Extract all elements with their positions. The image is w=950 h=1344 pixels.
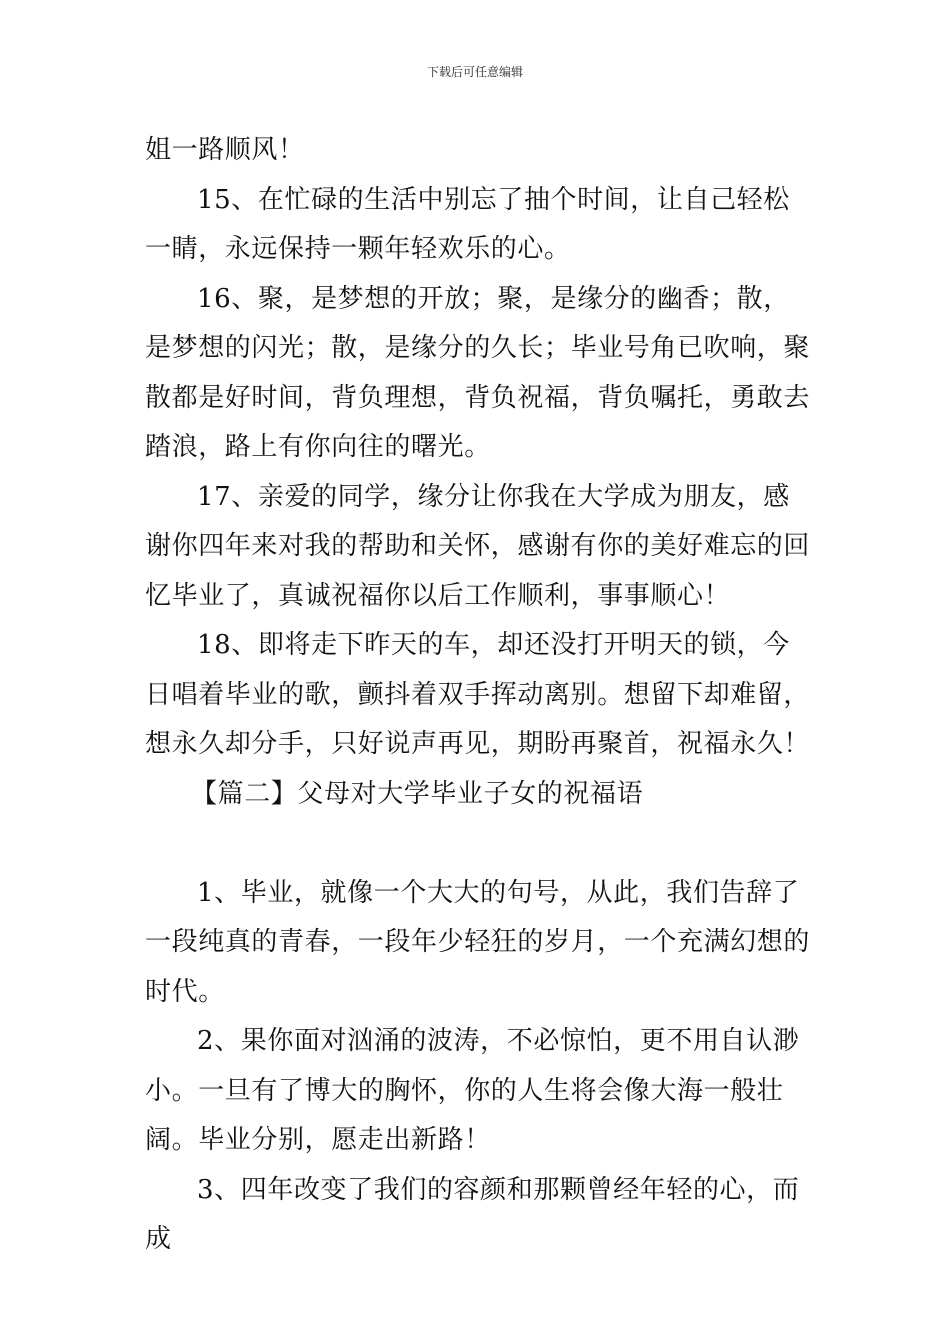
section-paragraph-2: 2、果你面对汹涌的波涛，不必惊怕，更不用自认渺小。一旦有了博大的胸怀，你的人生将会像大海一般壮阔。毕业分别，愿走出新路！ <box>145 1026 800 1155</box>
paragraph-item-16: 16、聚，是梦想的开放；聚，是缘分的幽香；散，是梦想的闪光；散，是缘分的久长；毕业号角已吹响，聚散都是好时间，背负理想，背负祝福，背负嘱托，勇敢去踏浪，路上有你向往的曙光。 <box>145 283 811 462</box>
document-body <box>145 126 810 1265</box>
paragraph-item-15: 15、在忙碌的生活中别忘了抽个时间，让自己轻松一睛，永远保持一颗年轻欢乐的心。 <box>145 184 790 264</box>
section-spacer <box>145 819 810 869</box>
section-heading: 【篇二】父母对大学毕业子女的祝福语 <box>191 778 644 809</box>
page-header: 下载后可任意编辑 <box>426 65 523 79</box>
section-paragraph-1: 1、毕业，就像一个大大的句号，从此，我们告辞了一段纯真的青春，一段年少轻狂的岁月，一个充满幻想的时代。 <box>145 877 811 1007</box>
paragraph-item-17: 17、亲爱的同学，缘分让你我在大学成为朋友，感谢你四年来对我的帮助和关怀，感谢有你的美好难忘的回忆毕业了，真诚祝福你以后工作顺利，事事顺心！ <box>145 481 811 611</box>
paragraph-continuation: 姐一路顺风！ <box>145 135 305 165</box>
section-paragraph-3: 3、四年改变了我们的容颜和那颗曾经年轻的心，而成 <box>145 1174 800 1254</box>
paragraph-item-18: 18、即将走下昨天的车，却还没打开明天的锁，今日唱着毕业的歌，颤抖着双手挥动离别。想留下却难留，想永久却分手，只好说声再见，期盼再聚首，祝福永久！ <box>145 630 811 759</box>
